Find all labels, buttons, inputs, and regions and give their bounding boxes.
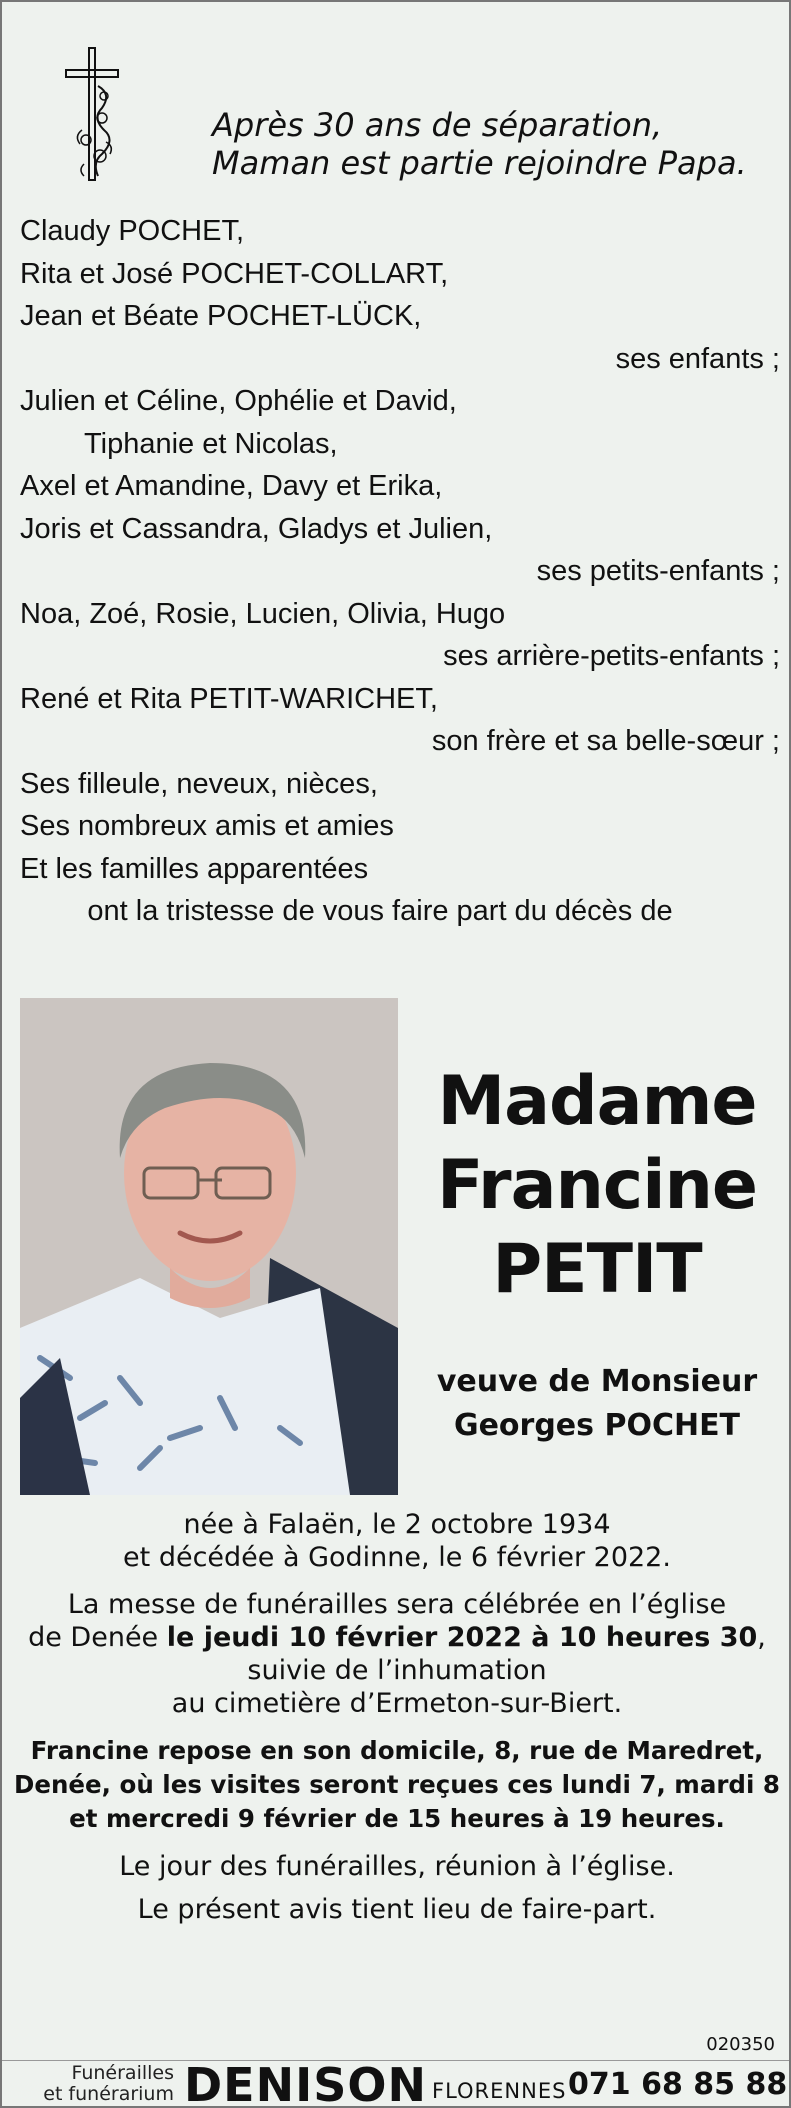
funeral-home-city: FLORENNES	[432, 2079, 567, 2103]
honorific: Madame	[437, 1062, 757, 1141]
family-line: Et les familles apparentées	[20, 852, 369, 885]
family-line: Jean et Béate POCHET-LÜCK,	[20, 300, 422, 332]
mass-line: La messe de funérailles sera célébrée en l’église	[67, 1589, 727, 1620]
family-line: Tiphanie et Nicolas,	[84, 427, 338, 460]
service-line: et funérarium	[43, 2083, 174, 2105]
visitation-line: Denée, où les visites seront reçues ces lundi 7, mardi 8	[14, 1770, 780, 1799]
visitation-line: Francine repose en son domicile, 8, rue de Maredret,	[30, 1736, 764, 1765]
reference-number: 020350	[706, 2034, 775, 2055]
relation-label: ses petits-enfants ;	[536, 555, 780, 587]
first-name: Francine	[436, 1146, 758, 1225]
family-line: René et Rita PETIT-WARICHET,	[20, 682, 438, 715]
relation-label: ses enfants ;	[615, 342, 780, 375]
funeral-home-name: DENISON	[184, 2058, 427, 2108]
widow-line: veuve de Monsieur	[436, 1364, 758, 1399]
opening-quote	[212, 106, 747, 182]
mass-line: au cimetière d’Ermeton-sur-Biert.	[171, 1688, 623, 1719]
family-line: Claudy POCHET,	[20, 215, 245, 247]
last-name: PETIT	[492, 1230, 702, 1309]
visitation-line: et mercredi 9 février de 15 heures à 19 heures.	[69, 1804, 725, 1833]
family-line: Ses filleule, neveux, nièces,	[20, 767, 378, 800]
punctuation: ,	[757, 1622, 766, 1653]
portrait-illustration	[20, 998, 398, 1495]
mass-line: suivie de l’inhumation	[247, 1655, 547, 1686]
service-type	[24, 2063, 174, 2105]
family-line: Julien et Céline, Ophélie et David,	[20, 385, 457, 417]
family-line: Axel et Amandine, Davy et Erika,	[20, 470, 443, 502]
family-list	[20, 210, 780, 933]
quote-line: Après 30 ans de séparation,	[212, 106, 663, 144]
cross-with-flowers-icon	[62, 46, 122, 186]
ceremony-details	[12, 1508, 782, 1926]
service-line: Funérailles	[71, 2062, 174, 2084]
deceased-name-block	[422, 1060, 772, 1448]
family-line: Noa, Zoé, Rosie, Lucien, Olivia, Hugo	[20, 597, 506, 630]
announcement-line: ont la tristesse de vous faire part du décès de	[87, 895, 673, 927]
mass-line	[12, 1621, 782, 1654]
relation-label: son frère et sa belle-sœur ;	[431, 725, 780, 757]
death-line: et décédée à Godinne, le 6 février 2022.	[123, 1542, 671, 1573]
family-line: Rita et José POCHET-COLLART,	[20, 257, 449, 290]
mass-date: le jeudi 10 février 2022 à 10 heures 30	[166, 1622, 758, 1653]
meeting-line: Le jour des funérailles, réunion à l’église.	[119, 1851, 675, 1882]
family-line: Ses nombreux amis et amies	[20, 810, 394, 842]
mass-location: de Denée	[28, 1622, 167, 1653]
widow-line: Georges POCHET	[453, 1408, 741, 1443]
family-line: Joris et Cassandra, Gladys et Julien,	[20, 512, 493, 545]
birth-line: née à Falaën, le 2 octobre 1934	[183, 1509, 611, 1540]
phone-number: 071 68 85 88	[568, 2067, 788, 2102]
widow-of	[422, 1360, 772, 1448]
portrait-photo	[20, 998, 398, 1495]
relation-label: ses arrière-petits-enfants ;	[443, 640, 780, 672]
notice-line: Le présent avis tient lieu de faire-part.	[137, 1894, 657, 1925]
quote-line: Maman est partie rejoindre Papa.	[212, 144, 747, 182]
funeral-home-footer	[2, 2060, 789, 2107]
